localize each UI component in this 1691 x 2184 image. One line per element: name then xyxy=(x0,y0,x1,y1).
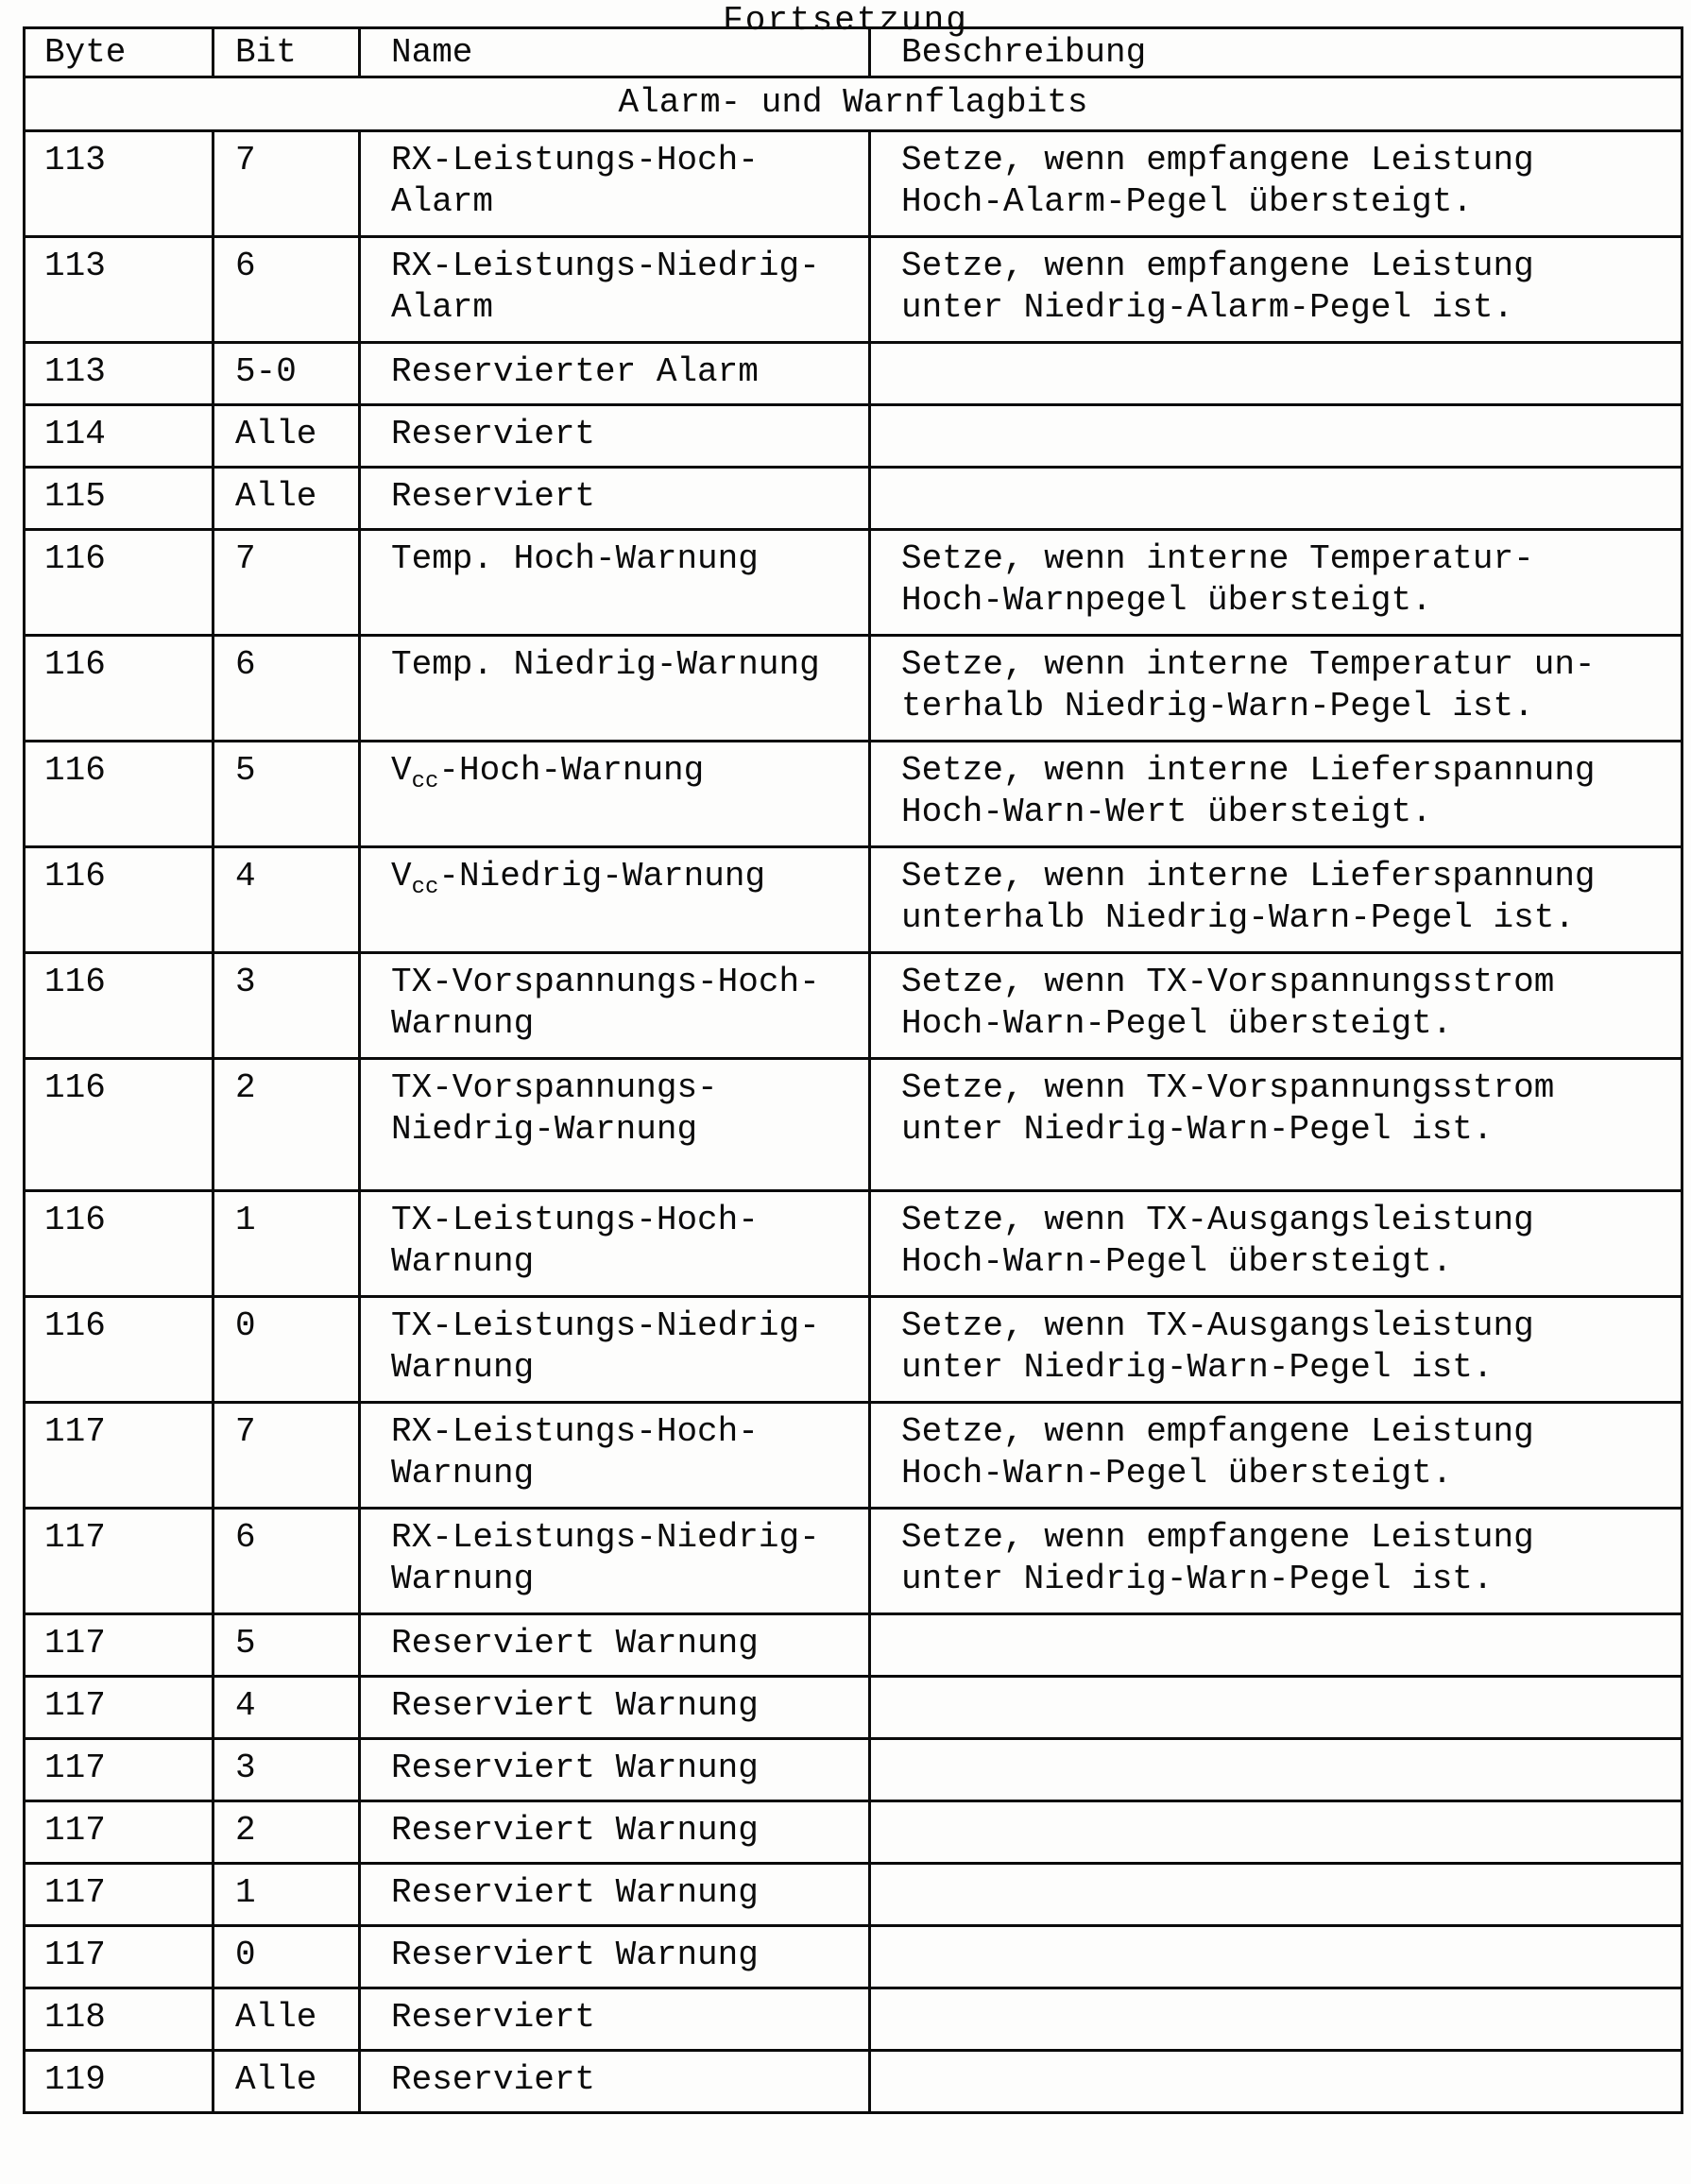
byte-cell: 117 xyxy=(25,1801,214,1864)
name-cell: $V_{cc}-Hoch$-Warnung xyxy=(360,742,870,847)
description-cell xyxy=(870,2051,1682,2113)
bit-cell: Alle xyxy=(214,405,360,468)
name-cell: RX-Leistungs-Niedrig- Warnung xyxy=(360,1509,870,1614)
table-row xyxy=(25,1864,1682,1926)
table-row xyxy=(25,1739,1682,1801)
description-cell: Setze, wenn empfangene Leistung Hoch-Alarm-Pegel übersteigt. xyxy=(870,131,1682,237)
vcc-subscript: cc xyxy=(411,875,439,901)
description-cell: Setze, wenn interne Temperatur un- terhalb Niedrig-Warn-Pegel ist. xyxy=(870,636,1682,742)
page-top-caption-text: Fortsetzung xyxy=(723,1,968,40)
description-cell xyxy=(870,1677,1682,1739)
table-header-row xyxy=(25,28,1682,77)
bit-cell: 2 xyxy=(214,1801,360,1864)
bit-cell: 5 xyxy=(214,742,360,847)
bit-cell: Alle xyxy=(214,1988,360,2051)
byte-cell: 113 xyxy=(25,131,214,237)
table-row xyxy=(25,131,1682,237)
name-cell: $V_{cc}-Niedrig$-Warnung xyxy=(360,847,870,953)
description-cell: Setze, wenn TX-Ausgangsleistung unter Niedrig-Warn-Pegel ist. xyxy=(870,1297,1682,1403)
description-cell xyxy=(870,343,1682,405)
name-cell: Reserviert xyxy=(360,2051,870,2113)
byte-cell: 116 xyxy=(25,1059,214,1191)
table-row xyxy=(25,847,1682,953)
table-row xyxy=(25,742,1682,847)
byte-cell: 116 xyxy=(25,953,214,1059)
byte-cell: 117 xyxy=(25,1926,214,1988)
description-cell xyxy=(870,1614,1682,1677)
description-cell xyxy=(870,1864,1682,1926)
byte-cell: 116 xyxy=(25,530,214,636)
name-cell: Reservierter Alarm xyxy=(360,343,870,405)
description-cell: Setze, wenn interne Lieferspannung unterhalb Niedrig-Warn-Pegel ist. xyxy=(870,847,1682,953)
byte-cell: 116 xyxy=(25,847,214,953)
bit-cell: 5-0 xyxy=(214,343,360,405)
name-cell: Reserviert Warnung xyxy=(360,1926,870,1988)
byte-cell: 113 xyxy=(25,237,214,343)
table-row xyxy=(25,343,1682,405)
name-cell: TX-Vorspannungs- Niedrig-Warnung xyxy=(360,1059,870,1191)
name-cell: RX-Leistungs-Niedrig- Alarm xyxy=(360,237,870,343)
column-header-beschreibung: Beschreibung xyxy=(870,28,1682,77)
table-row xyxy=(25,1403,1682,1509)
byte-cell: 116 xyxy=(25,1297,214,1403)
column-header-bit: Bit xyxy=(214,28,360,77)
name-cell: Reserviert Warnung xyxy=(360,1739,870,1801)
bit-cell: 0 xyxy=(214,1926,360,1988)
description-cell: Setze, wenn interne Temperatur- Hoch-Warnpegel übersteigt. xyxy=(870,530,1682,636)
description-cell: Setze, wenn TX-Vorspannungsstrom unter Niedrig-Warn-Pegel ist. xyxy=(870,1059,1682,1191)
byte-cell: 117 xyxy=(25,1509,214,1614)
description-cell xyxy=(870,405,1682,468)
table-row xyxy=(25,1677,1682,1739)
bit-cell: 7 xyxy=(214,530,360,636)
table-row xyxy=(25,2051,1682,2113)
column-header-byte: Byte xyxy=(25,28,214,77)
byte-cell: 117 xyxy=(25,1403,214,1509)
bit-cell: 3 xyxy=(214,1739,360,1801)
bit-cell: 7 xyxy=(214,131,360,237)
bit-cell: 1 xyxy=(214,1191,360,1297)
table-body xyxy=(25,77,1682,2113)
description-cell xyxy=(870,468,1682,530)
table-row xyxy=(25,1614,1682,1677)
table-row xyxy=(25,530,1682,636)
table-section-title: Alarm- und Warnflagbits xyxy=(25,77,1682,131)
bit-cell: 1 xyxy=(214,1864,360,1926)
bit-cell: 6 xyxy=(214,1509,360,1614)
byte-cell: 116 xyxy=(25,636,214,742)
name-cell: Reserviert Warnung xyxy=(360,1614,870,1677)
name-cell: Temp. Hoch-Warnung xyxy=(360,530,870,636)
byte-cell: 118 xyxy=(25,1988,214,2051)
description-cell: Setze, wenn empfangene Leistung unter Niedrig-Alarm-Pegel ist. xyxy=(870,237,1682,343)
byte-cell: 115 xyxy=(25,468,214,530)
description-cell xyxy=(870,1926,1682,1988)
name-cell: Reserviert xyxy=(360,405,870,468)
table-row xyxy=(25,468,1682,530)
bit-cell: 4 xyxy=(214,847,360,953)
column-header-name: Name xyxy=(360,28,870,77)
byte-cell: 119 xyxy=(25,2051,214,2113)
table-section-row xyxy=(25,77,1682,131)
byte-cell: 117 xyxy=(25,1864,214,1926)
description-cell xyxy=(870,1988,1682,2051)
byte-cell: 116 xyxy=(25,742,214,847)
name-cell: TX-Leistungs-Niedrig- Warnung xyxy=(360,1297,870,1403)
byte-cell: 113 xyxy=(25,343,214,405)
table-row xyxy=(25,237,1682,343)
bit-cell: 2 xyxy=(214,1059,360,1191)
name-cell: Reserviert Warnung xyxy=(360,1864,870,1926)
name-cell: Reserviert xyxy=(360,1988,870,2051)
byte-cell: 117 xyxy=(25,1677,214,1739)
name-cell: TX-Leistungs-Hoch- Warnung xyxy=(360,1191,870,1297)
byte-cell: 116 xyxy=(25,1191,214,1297)
page-top-caption-clipped xyxy=(0,0,1691,40)
byte-cell: 117 xyxy=(25,1739,214,1801)
table-row xyxy=(25,1509,1682,1614)
table-row xyxy=(25,1059,1682,1191)
byte-cell: 114 xyxy=(25,405,214,468)
bit-cell: 6 xyxy=(214,237,360,343)
table-row xyxy=(25,1297,1682,1403)
name-cell: Reserviert Warnung xyxy=(360,1677,870,1739)
table-row xyxy=(25,1988,1682,2051)
name-cell: RX-Leistungs-Hoch- Warnung xyxy=(360,1403,870,1509)
name-cell: Reserviert xyxy=(360,468,870,530)
description-cell: Setze, wenn TX-Vorspannungsstrom Hoch-Warn-Pegel übersteigt. xyxy=(870,953,1682,1059)
bit-cell: Alle xyxy=(214,2051,360,2113)
name-cell: Reserviert Warnung xyxy=(360,1801,870,1864)
bit-cell: 3 xyxy=(214,953,360,1059)
description-cell xyxy=(870,1801,1682,1864)
description-cell: Setze, wenn empfangene Leistung unter Niedrig-Warn-Pegel ist. xyxy=(870,1509,1682,1614)
name-cell: TX-Vorspannungs-Hoch- Warnung xyxy=(360,953,870,1059)
table-row xyxy=(25,1801,1682,1864)
table-row xyxy=(25,636,1682,742)
description-cell: Setze, wenn empfangene Leistung Hoch-Warn-Pegel übersteigt. xyxy=(870,1403,1682,1509)
byte-cell: 117 xyxy=(25,1614,214,1677)
bit-cell: 6 xyxy=(214,636,360,742)
name-cell: Temp. Niedrig-Warnung xyxy=(360,636,870,742)
bit-cell: 0 xyxy=(214,1297,360,1403)
table-row xyxy=(25,1926,1682,1988)
bit-cell: 7 xyxy=(214,1403,360,1509)
table-row xyxy=(25,405,1682,468)
bit-cell: 4 xyxy=(214,1677,360,1739)
description-cell: Setze, wenn TX-Ausgangsleistung Hoch-Warn-Pegel übersteigt. xyxy=(870,1191,1682,1297)
table-row xyxy=(25,1191,1682,1297)
bit-cell: 5 xyxy=(214,1614,360,1677)
vcc-subscript: cc xyxy=(411,769,439,795)
bit-cell: Alle xyxy=(214,468,360,530)
name-cell: RX-Leistungs-Hoch- Alarm xyxy=(360,131,870,237)
description-cell: Setze, wenn interne Lieferspannung Hoch-Warn-Wert übersteigt. xyxy=(870,742,1682,847)
table-row xyxy=(25,953,1682,1059)
description-cell xyxy=(870,1739,1682,1801)
alarm-warning-flag-table xyxy=(23,26,1683,2114)
